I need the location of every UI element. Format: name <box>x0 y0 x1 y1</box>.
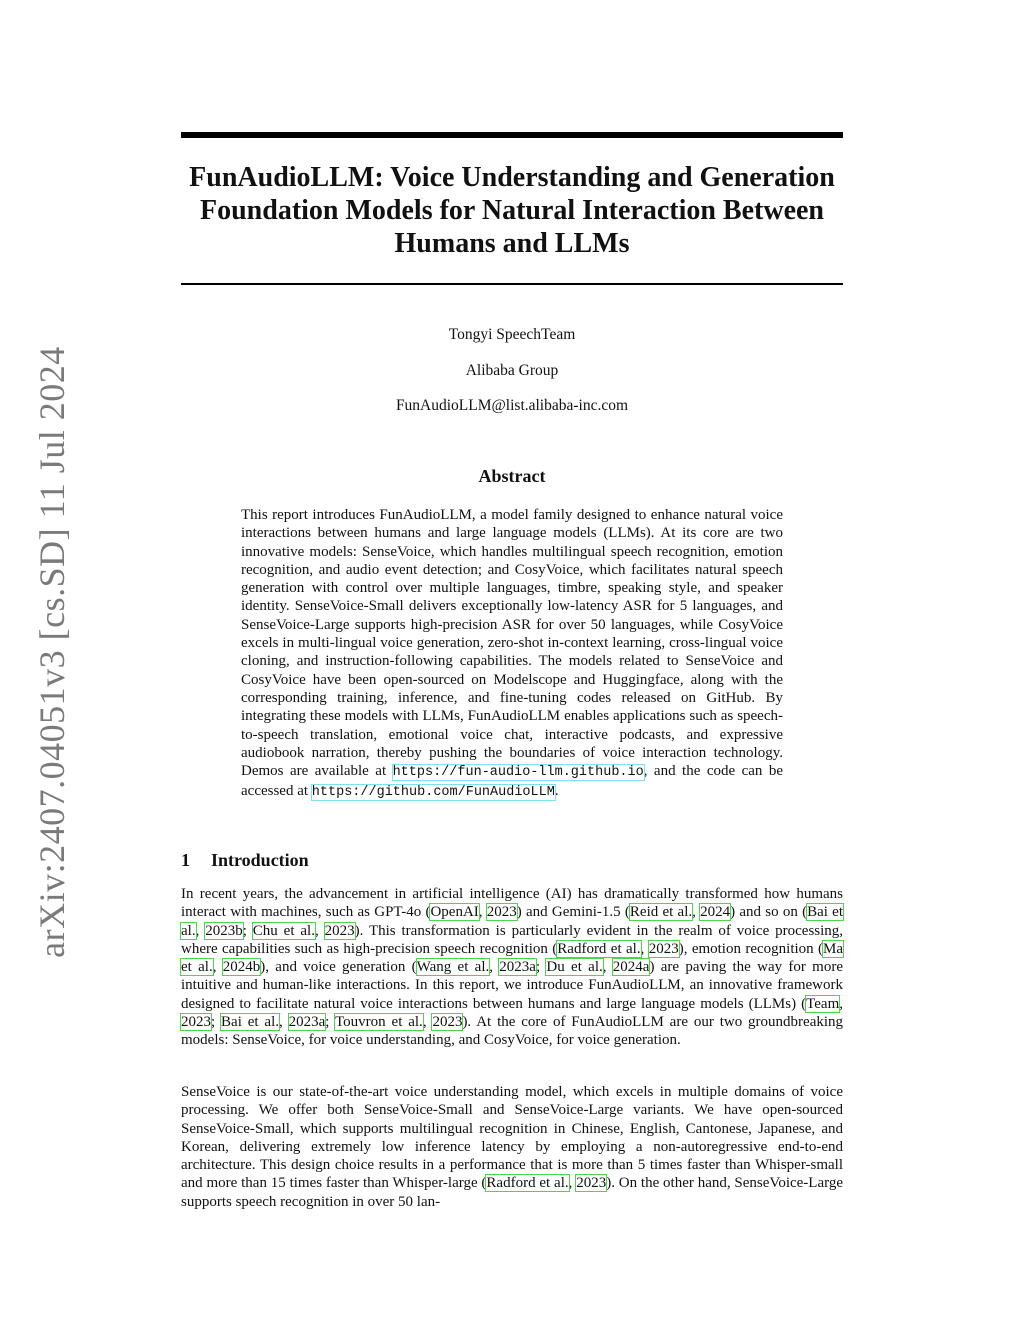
citation-link[interactable]: Wang et al. <box>416 959 490 976</box>
section-title: Introduction <box>211 850 309 870</box>
citation-link[interactable]: Team <box>806 995 840 1012</box>
p1-text: ; <box>535 959 547 976</box>
citation-link[interactable]: 2023b <box>205 922 243 939</box>
intro-paragraph-1 <box>181 885 843 1050</box>
citation-link[interactable]: Bai et al. <box>181 904 844 939</box>
p1-text: , <box>839 995 843 1012</box>
citation-link[interactable]: 2023 <box>486 904 517 921</box>
p1-text: , <box>478 904 487 921</box>
citation-link[interactable]: Reid et al. <box>629 904 693 921</box>
p1-text: ; <box>325 1014 336 1031</box>
p2-text: SenseVoice is our state-of-the-art voice understanding model, which excels in multiple domains of voice processing. We offer both SenseVoice-Small and SenseVoice-Large variants. We have open-sourced SenseVoice-Small, which supports multilingual recognition in Chinese, English, Cantonese, Japanese, and Korean, delivering extremely low inference latency by employing a non-autoregressive end-to-end architecture. This design choice results in a performance that is more than 5 times faster than Whisper-small and more than 15 times faster than Whisper-large ( <box>181 1084 843 1192</box>
citation-link[interactable]: 2023 <box>181 1014 211 1031</box>
abstract-body <box>241 506 783 803</box>
p1-text: ) and so on ( <box>730 904 808 921</box>
citation-link[interactable]: 2023 <box>432 1014 463 1031</box>
citation-link[interactable]: 2024b <box>222 959 261 976</box>
code-link[interactable]: https://github.com/FunAudioLLM <box>311 785 555 801</box>
p1-text: ) and Gemini-1.5 ( <box>516 904 630 921</box>
p1-text: , <box>489 959 500 976</box>
citation-link[interactable]: 2023a <box>499 959 536 976</box>
author-team: Tongyi SpeechTeam <box>448 326 576 343</box>
abstract-heading: Abstract <box>478 466 546 486</box>
title-bottom-rule <box>181 283 843 285</box>
arxiv-identifier-stamp: arXiv:2407.04051v3 [cs.SD] 11 Jul 2024 <box>32 346 72 958</box>
citation-link[interactable]: Bai et al. <box>221 1014 279 1031</box>
p1-text: , <box>212 959 223 976</box>
p1-text: , <box>602 959 613 976</box>
p1-text: , <box>279 1014 289 1031</box>
p1-text: , <box>195 922 206 939</box>
citation-link[interactable]: 2024 <box>700 904 731 921</box>
demo-link[interactable]: https://fun-audio-llm.github.io <box>392 765 644 781</box>
abstract-text: This report introduces FunAudioLLM, a model family designed to enhance natural voice interactions between humans and large language models (LLMs). At its core are two innovative models: SenseVoice, which handles multilingual speech recognition, emotion recognition, and audio event detection; and CosyVoice, which facilitates natural speech generation with control over multiple languages, timbre, speaking style, and speaker identity. SenseVoice-Small delivers exceptionally low-latency ASR for 5 languages, and SenseVoice-Large supports high-precision ASR for over 50 languages, while CosyVoice excels in multi-lingual voice generation, zero-shot in-context learning, cross-lingual voice cloning, and instruction-following capabilities. The models related to SenseVoice and CosyVoice have been open-sourced on Modelscope and Huggingface, along with the corresponding training, inference, and fine-tuning codes released on GitHub. By integrating these models with LLMs, FunAudioLLM enables applications such as speech-to-speech translation, emotional voice chat, interactive podcasts, and expressive audiobook narration, thereby pushing the boundaries of voice interaction technology. Demos are available at <box>241 507 783 780</box>
p1-text: , <box>422 1014 433 1031</box>
citation-link[interactable]: Du et al. <box>546 959 603 976</box>
p2-text: , <box>568 1175 577 1192</box>
citation-link[interactable]: 2023 <box>576 1175 607 1192</box>
section-heading-introduction <box>181 850 309 871</box>
p2-text: ). On the other hand, SenseVoice-Large supports speech recognition in over 50 lan- <box>181 1175 843 1210</box>
p1-text: ). This transformation is particularly evident in the realm of voice processing, where capabilities such as high-precision speech recognition ( <box>181 922 844 957</box>
intro-paragraph-2 <box>181 1083 843 1211</box>
abstract-mid-text: , and the code can be accessed at <box>241 763 784 800</box>
section-number: 1 <box>181 850 190 870</box>
author-affiliation: Alibaba Group <box>465 362 559 379</box>
citation-link[interactable]: 2023 <box>648 940 679 957</box>
citation-link[interactable]: Ma et al. <box>181 940 844 976</box>
p1-text: , <box>314 922 325 939</box>
p1-text: ; <box>242 922 253 939</box>
abstract-end-text: . <box>554 783 559 800</box>
citation-link[interactable]: Radford et al. <box>486 1175 569 1192</box>
p1-text: ). At the core of FunAudioLLM are our two groundbreaking models: SenseVoice, for voice understanding, and CosyVoice, for voice generation. <box>181 1014 844 1049</box>
author-email: FunAudioLLM@list.alibaba-inc.com <box>395 397 629 414</box>
citation-link[interactable]: 2024a <box>612 959 650 976</box>
p1-text: ), and voice generation ( <box>260 959 417 976</box>
p1-text: ) are paving the way for more intuitive and human-like interactions. In this report, we introduce FunAudioLLM, an innovative framework designed to facilitate natural voice interactions between humans and large language models (LLMs) ( <box>181 959 844 1012</box>
citation-link[interactable]: Radford et al. <box>557 940 641 957</box>
citation-link[interactable]: 2023a <box>288 1014 326 1031</box>
paper-title: FunAudioLLM: Voice Understanding and Generation Foundation Models for Natural Interaction Between Humans and LLMs <box>189 162 835 259</box>
p1-text: ; <box>211 1014 222 1031</box>
citation-link[interactable]: OpenAI <box>430 904 479 921</box>
p1-text: , <box>640 940 649 957</box>
citation-link[interactable]: Chu et al. <box>252 922 315 939</box>
title-top-rule <box>181 132 843 138</box>
citation-link[interactable]: Touvron et al. <box>335 1014 423 1031</box>
p1-text: , <box>692 904 701 921</box>
p1-text: In recent years, the advancement in artificial intelligence (AI) has dramatically transformed how humans interact with machines, such as GPT-4o ( <box>181 886 843 921</box>
p1-text: ), emotion recognition ( <box>678 940 824 957</box>
citation-link[interactable]: 2023 <box>324 922 355 939</box>
